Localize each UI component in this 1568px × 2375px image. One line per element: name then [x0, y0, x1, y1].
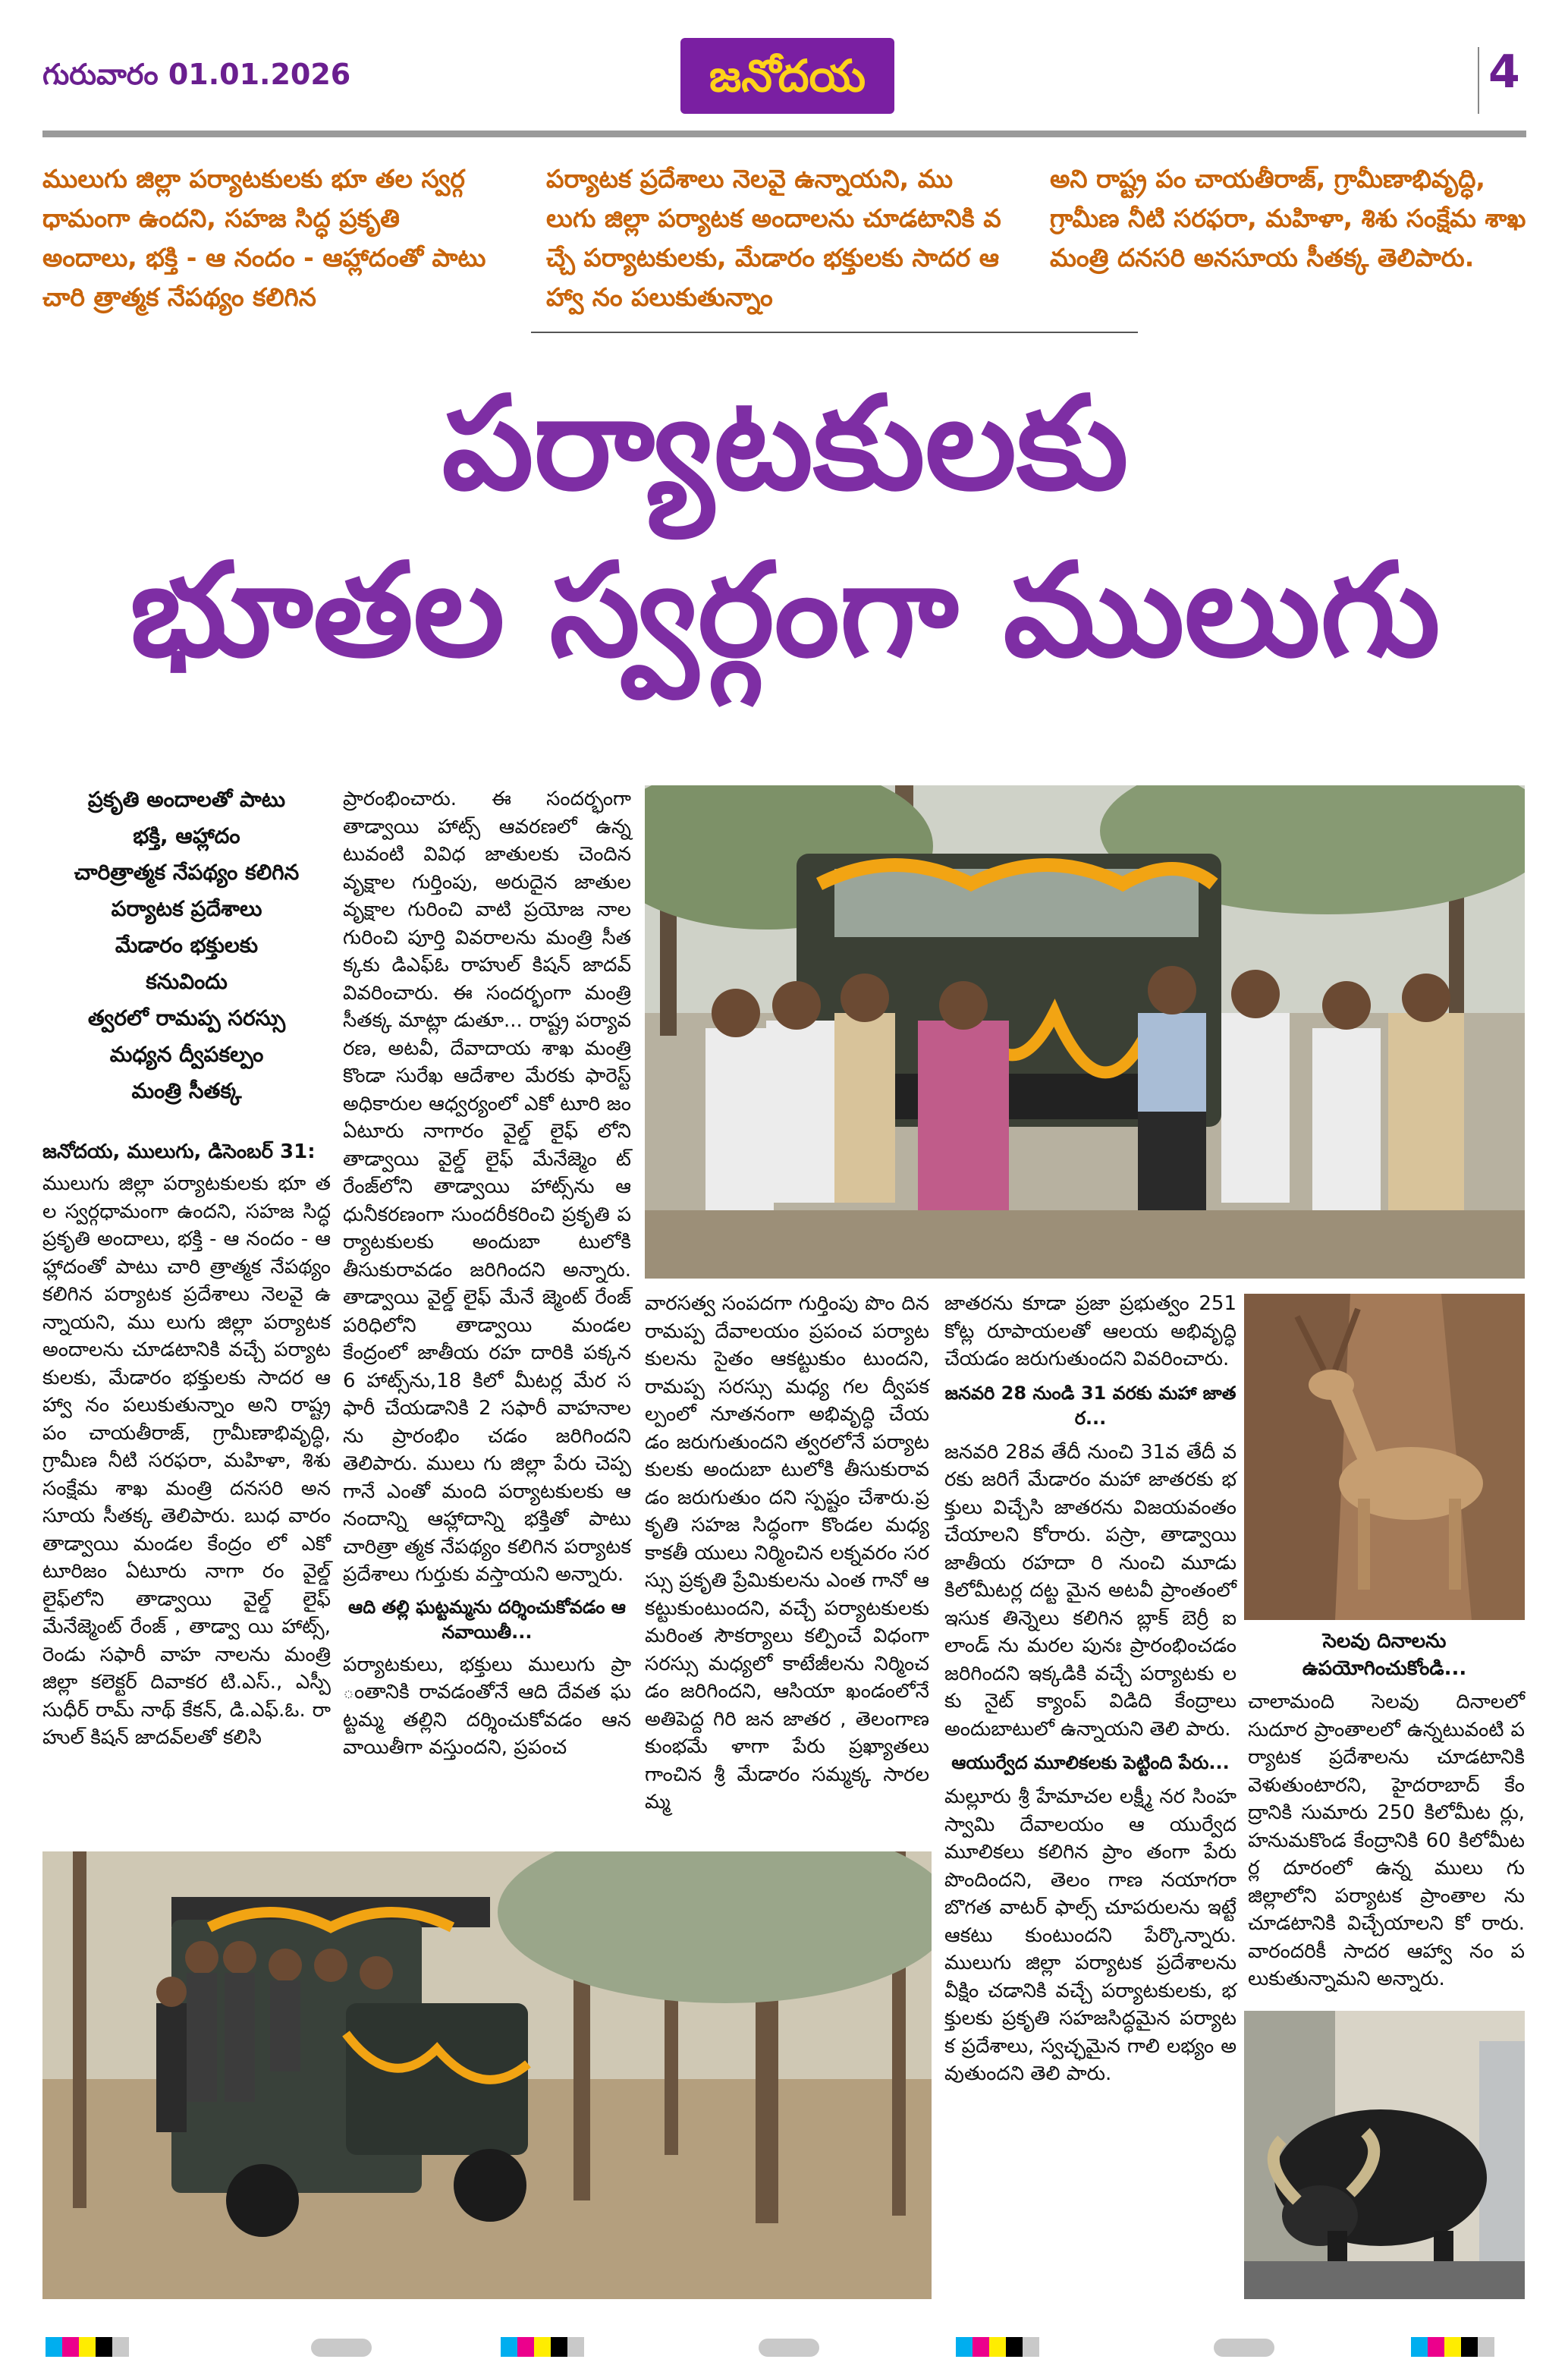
subhead: త్వరలో రామప్ప సరస్సు — [87, 1005, 286, 1030]
subhead: మధ్యన ద్వీపకల్పం — [109, 1042, 264, 1067]
intro-divider — [531, 332, 1138, 333]
bison-statue-photo — [1244, 2011, 1525, 2299]
body-column-5 — [1248, 1688, 1525, 1993]
subhead: ప్రకృతి అందాలతో పాటు — [87, 787, 286, 812]
bison-illustration — [1244, 2011, 1525, 2299]
headline-line2: భూతల స్వర్గంగా ములుగు — [130, 536, 1441, 686]
column-subhead: ఆయుర్వేద మూలికలకు పెట్టింది పేరు... — [951, 1752, 1230, 1773]
body-text: ములుగు జిల్లా పర్యాటకులకు భూ తల స్వర్గధామంగా ఉందని, సహజ సిద్ధ ప్రకృతి అందాలు, భక్తి - ఆ నందం - ఆహ్లాదంతో పాటు చారి త్రాత్మక నేపథ్యం కలిగిన పర్యాటక ప్రదేశాలు నెలవై ఉన్నాయని, ము లుగు జిల్లా పర్యాటక అందాలను చూడటానికి వచ్చే పర్యాటకులకు, మేడారం భక్తులకు సాదర ఆహ్వా నం పలుకుతున్నాం అని రాష్ట్ర పం చాయతీరాజ్, గ్రామీణాభివృద్ధి, గ్రామీణ నీటి సరఫరా, మహిళా, శిశు సంక్షేమ శాఖ మంత్రి దనసరి అనసూయ సీతక్క తెలిపారు. బుధ వారం తాడ్వాయి మండల కేంద్రం లో ఎకో టూరిజం ఏటూరు నాగా రం వైల్డ్ లైఫ్‌లోని తాడ్వాయి వైల్డ్ లైఫ్ మేనేజ్మెంట్ రేంజ్ , తాడ్వా యి హాట్స్, రెండు సఫారీ వాహ నాలను మంత్రి జిల్లా కలెక్టర్ దివాకర టి.ఎస్., ఎస్పీ సుధీర్ రామ్ నాథ్ కేకన్, డి.ఎఫ్.ఓ. రా హుల్ కిషన్ జాదవ్‌లతో కలిసి — [42, 1172, 331, 1749]
deer-illustration — [1244, 1294, 1525, 1620]
body-column-4 — [944, 1290, 1236, 2088]
body-text: ప్రారంభించారు. ఈ సందర్భంగా తాడ్వాయి హాట్స్ ఆవరణలో ఉన్న టువంటి వివిధ జాతులకు చెందిన వృక్షాల గుర్తింపు, అరుదైన జాతుల వృక్షాల గురించి వాటి ప్రయోజ నాల గురించి పూర్తి వివరాలను మంత్రి సీతక్కకు డిఎఫ్ఓ రాహుల్ కిషన్ జాదవ్ వివరించారు. ఈ సందర్భంగా మంత్రి సీతక్క మాట్లా డుతూ... రాష్ట్ర పర్యావరణ, అటవీ, దేవాదాయ శాఖ మంత్రి కొండా సురేఖ ఆదేశాల మేరకు ఫారెస్ట్ అధికారుల ఆధ్వర్యంలో ఎకో టూరి జం ఏటూరు నాగారం వైల్డ్ లైఫ్ లోని తాడ్వాయి వైల్డ్ లైఫ్ మేనేజ్మెం ట్ రేంజ్‌లోని తాడ్వాయి హాట్స్‌ను ఆధునీకరణంగా సుందరీకరించి ప్రకృతి పర్యాటకులకు అందుబా టులోకి తీసుకురావడం జరిగిందని అన్నారు. తాడ్వాయి వైల్డ్ లైఫ్ మేనే జ్మెంట్ రేంజ్ పరిధిలోని తాడ్వాయి మండల కేంద్రంలో జాతీయ రహ దారికి పక్కన 6 హాట్స్‌ను,18 కిలో మీటర్ల మేర సఫారీ చేయడానికి 2 సఫారీ వాహనాలను ప్రారంభిం చడం జరిగిందని తెలిపారు. ములు గు జిల్లా పేరు చెప్పగానే ఎంతో మంది పర్యాటకులకు ఆనందాన్ని ఆహ్లాదాన్ని భక్తితో పాటు చారిత్రా త్మక నేపథ్యం కలిగిన పర్యాటక ప్రదేశాలు గుర్తుకు వస్తాయని అన్నారు. — [343, 788, 631, 1586]
body-text: పర్యాటకులు, భక్తులు ములుగు ప్రా ంతానికి రావడంతోనే ఆది దేవత ఘట్టమ్మ తల్లిని దర్శించుకోవడం ఆనవాయితీగా వస్తుందని, ప్రపంచ — [343, 1653, 631, 1759]
intro-deck-col2: పర్యాటక ప్రదేశాలు నెలవై ఉన్నాయని, ము లుగు జిల్లా పర్యాటక అందాలను చూడటానికి వచ్చే పర్యాటకులకు, మేడారం భక్తులకు సాదర ఆహ్వా నం పలుకుతున్నాం — [546, 164, 1001, 312]
dateline: జనోదయ, ములుగు, డిసెంబర్ 31: — [42, 1140, 316, 1163]
logo-text: జనోదయ — [709, 50, 866, 102]
body-text: వారసత్వ సంపదగా గుర్తింపు పొం దిన రామప్ప దేవాలయం ప్రపంచ పర్యాటకులను సైతం ఆకట్టుకుం టుందని, రామప్ప సరస్సు మధ్య గల ద్వీపకల్పంలో నూతనంగా అభివృద్ధి చేయడం జరుగుతుందని త్వరలోనే పర్యాటకులకు అందుబా టులోకి తీసుకురావడం జరుగుతుం దని స్పష్టం చేశారు.ప్రకృతి సహజ సిద్ధంగా కొండల మధ్య కాకతీ యులు నిర్మించిన లక్నవరం సర స్సు ప్రకృతి ప్రేమికులను ఎంత గానో ఆకట్టుకుంటుందని, వచ్చే పర్యాటకులకు మరింత సౌకర్యాలు కల్పించే విధంగా సరస్సు మధ్యలో కాటేజీలను నిర్మించడం జరిగిందని, ఆసియా ఖండంలోనే అతిపెద్ద గిరి జన జాతర , తెలంగాణ కుంభమే ళాగా పేరు ప్రఖ్యాతలు గాంచిన శ్రీ మేడారం సమ్మక్క సారలమ్మ — [645, 1292, 929, 1813]
photo-illustration — [645, 785, 1525, 1279]
safari-illustration — [42, 1851, 932, 2299]
body-column-1 — [42, 1138, 331, 1752]
body-text: జాతరను కూడా ప్రజా ప్రభుత్వం 251 కోట్ల రూపాయలతో ఆలయ అభివృద్ధి చేయడం జరుగుతుందని వివరించారు. — [944, 1292, 1236, 1370]
color-registration-bar — [1411, 2337, 1494, 2357]
page-number-divider — [1478, 47, 1479, 114]
safari-vehicle-photo — [42, 1851, 932, 2299]
intro-deck-col3: అని రాష్ట్ర పం చాయతీరాజ్, గ్రామీణాభివృద్ధి, గ్రామీణ నీటి సరఫరా, మహిళా, శిశు సంక్షేమ శాఖ మంత్రి దనసరి అనసూయ సీతక్క తెలిపారు. — [1050, 164, 1526, 272]
subhead: కనువిందు — [146, 969, 228, 994]
subhead: భక్తి, ఆహ్లాదం — [133, 823, 240, 848]
registration-mark — [311, 2339, 372, 2357]
photo-caption: సెలవు దినాలను ఉపయోగించుకోండి... — [1302, 1630, 1467, 1680]
registration-mark — [1214, 2339, 1274, 2357]
color-registration-bar — [46, 2337, 129, 2357]
subhead: పర్యాటక ప్రదేశాలు — [111, 896, 262, 921]
registration-mark — [759, 2339, 819, 2357]
deer-statue-photo — [1244, 1294, 1525, 1620]
subheads-block — [42, 785, 331, 1106]
color-registration-bar — [956, 2337, 1039, 2357]
body-column-2 — [343, 785, 631, 1762]
column-subhead: ఆది తల్లి ఘట్టమ్మను దర్శించుకోవడం ఆనవాయితీ... — [348, 1596, 626, 1643]
body-text: మల్లూరు శ్రీ హేమాచల లక్ష్మీ నర సింహ స్వామి దేవాలయం ఆ యుర్వేద మూలికలు కలిగిన ప్రాం తంగా పేరు పొందిందని, తెలం గాణ నయాగరా బొగత వాటర్ ఫాల్స్ చూపరులను ఇట్టే ఆకటు కుంటుందని పేర్కొన్నారు. ములుగు జిల్లా పర్యాటక ప్రదేశాలను వీక్షిం చడానికి వచ్చే పర్యాటకులకు, భక్తులకు ప్రకృతి సహజసిద్ధమైన పర్యాటక ప్రదేశాలు, స్వచ్ఛమైన గాలి లభ్యం అవుతుందని తెలి పారు. — [944, 1785, 1236, 2085]
color-registration-bar — [501, 2337, 584, 2357]
body-text: చాలామంది సెలవు దినాలలో సుదూర ప్రాంతాలలో ఉన్నటువంటి పర్యాటక ప్రదేశాలను చూడటానికి వెళుతుంటారని, హైదరాబాద్ కేం ద్రానికి సుమారు 250 కిలోమీట ర్లు, హనుమకొండ కేంద్రానికి 60 కిలోమీటర్ల దూరంలో ఉన్న ములు గు జిల్లాలోని పర్యాటక ప్రాంతాల ను చూడటానికి విచ్చేయాలని కో రారు. వారందరికీ సాదర ఆహ్వా నం పలుకుతున్నామని అన్నారు. — [1248, 1691, 1525, 1990]
masthead-rule — [42, 131, 1526, 137]
subhead: చారిత్రాత్మక నేపథ్యం కలిగిన — [74, 860, 300, 885]
subhead: మేడారం భక్తులకు — [115, 933, 259, 958]
news-photo-ministers — [645, 785, 1525, 1279]
subhead: మంత్రి సీతక్క — [131, 1078, 242, 1103]
page-number: 4 — [1488, 46, 1520, 99]
body-text: జనవరి 28వ తేదీ నుంచి 31వ తేదీ వరకు జరిగే మేడారం మహా జాతరకు భక్తులు విచ్చేసి జాతరను విజయవంతం చేయాలని కోరారు. పస్రా, తాడ్వాయి జాతీయ రహదా రి నుంచి మూడు కిలోమీటర్ల దట్ట మైన అటవీ ప్రాంతంలో ఇసుక తిన్నెలు కలిగిన బ్లాక్ బెర్రీ ఐలాండ్ ను మరల పునః ప్రారంభించడం జరిగిందని ఇక్కడికి వచ్చే పర్యాటకు లకు నైట్ క్యాంప్ విడిది కేంద్రాలు అందుబాటులో ఉన్నాయని తెలి పారు. — [944, 1440, 1236, 1741]
body-column-3 — [645, 1290, 929, 1817]
column-subhead: జనవరి 28 నుండి 31 వరకు మహా జాతర... — [944, 1382, 1236, 1429]
headline-line1: పర్యాటకులకు — [441, 369, 1129, 519]
intro-deck-col1: ములుగు జిల్లా పర్యాటకులకు భూ తల స్వర్గధామంగా ఉందని, సహజ సిద్ధ ప్రకృతి అందాలు, భక్తి - ఆ నందం - ఆహ్లాదంతో పాటు చారి త్రాత్మక నేపథ్యం కలిగిన — [42, 164, 486, 312]
edition-date: గురువారం 01.01.2026 — [42, 58, 351, 91]
newspaper-logo — [680, 38, 894, 114]
